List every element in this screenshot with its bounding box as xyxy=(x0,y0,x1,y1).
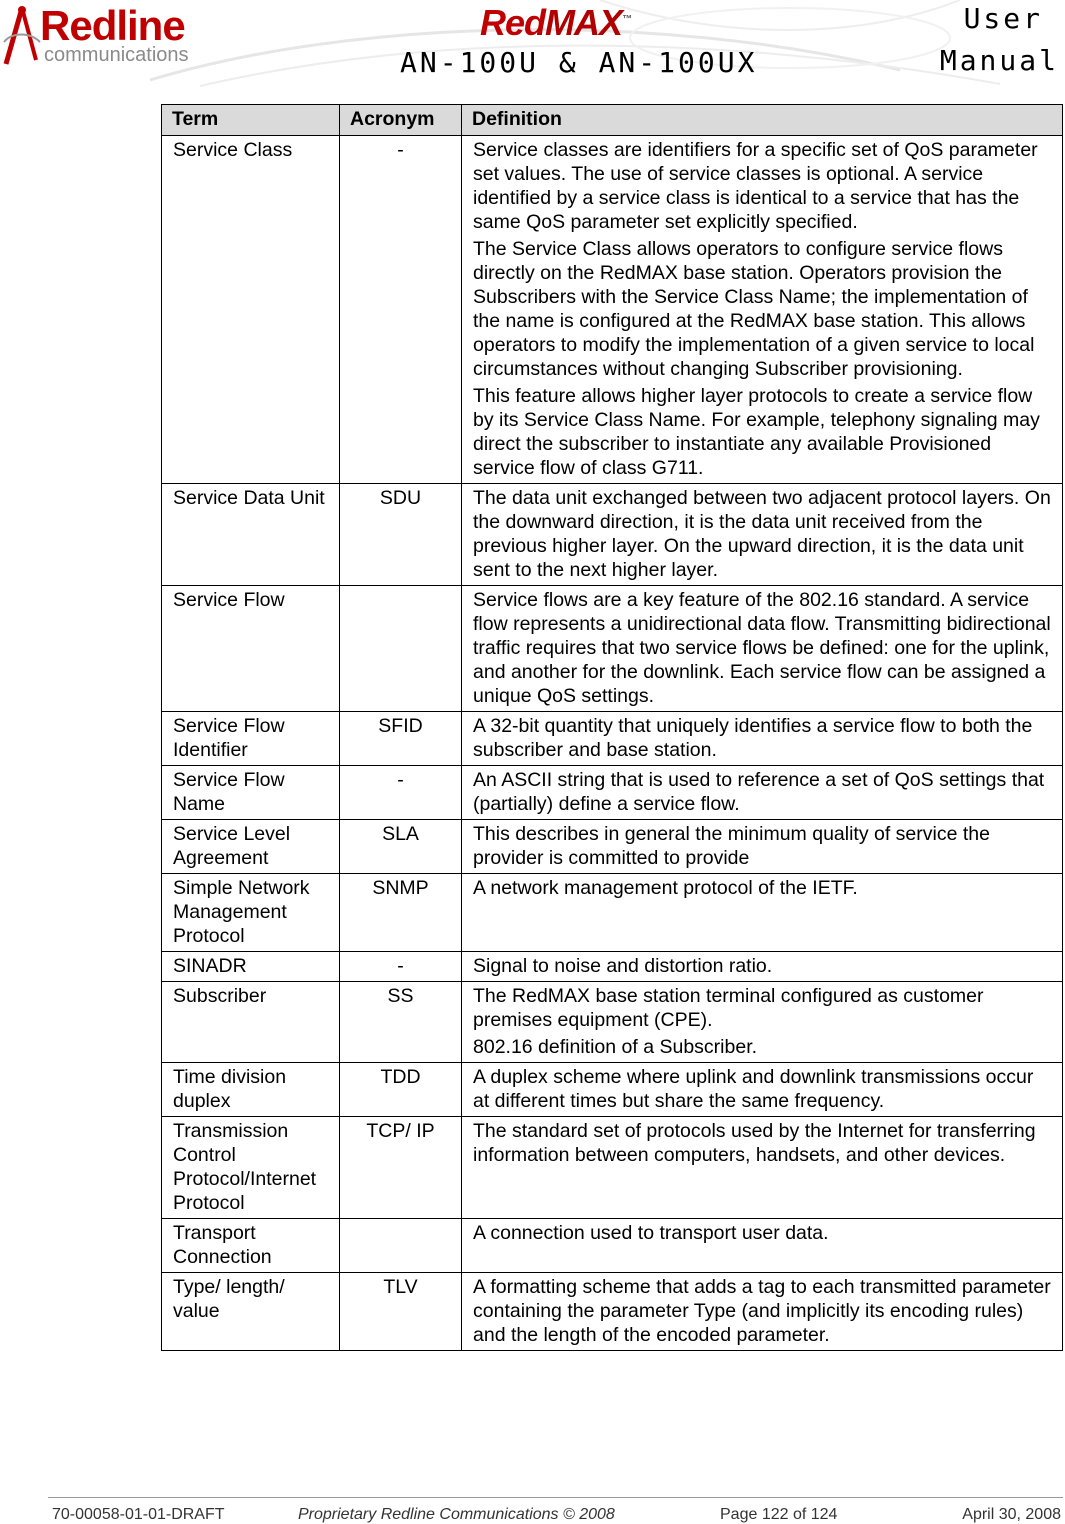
definition-cell xyxy=(462,712,1063,766)
table-row xyxy=(162,874,1063,952)
manual-label-line2: Manual xyxy=(939,44,1059,77)
table-row xyxy=(162,982,1063,1063)
term-cell: Simple Network Management Protocol xyxy=(162,874,340,952)
definition-paragraph: The standard set of protocols used by the Internet for transferring information between computers, handsets, and other devices. xyxy=(473,1120,1036,1166)
table-row xyxy=(162,136,1063,484)
manual-label-line1: User xyxy=(963,2,1043,35)
table-header-row xyxy=(162,105,1063,136)
definition-paragraph: The RedMAX base station terminal configured as customer premises equipment (CPE). xyxy=(473,985,984,1031)
definition-paragraph: The data unit exchanged between two adjacent protocol layers. On the downward direction, it is the data unit received from the previous higher layer. On the upward direction, it is the data unit sent to the next higher layer. xyxy=(473,487,1051,581)
acronym-cell: SDU xyxy=(340,484,462,586)
column-header-definition: Definition xyxy=(462,105,1063,136)
footer-divider xyxy=(48,1497,1063,1498)
glossary-table xyxy=(161,104,1063,1351)
definition-paragraph: Signal to noise and distortion ratio. xyxy=(473,955,773,977)
acronym-cell: SS xyxy=(340,982,462,1063)
definition-cell xyxy=(462,1117,1063,1219)
brand-red: Red xyxy=(480,2,546,43)
definition-paragraph: This describes in general the minimum quality of service the provider is committed to provide xyxy=(473,823,990,869)
definition-cell xyxy=(462,586,1063,712)
definition-cell xyxy=(462,766,1063,820)
definition-paragraph: A 32-bit quantity that uniquely identifies a service flow to both the subscriber and base station. xyxy=(473,715,1033,761)
term-cell: Service Flow xyxy=(162,586,340,712)
brand-trademark: ™ xyxy=(622,14,632,25)
redmax-brand xyxy=(480,2,631,44)
definition-paragraph: A duplex scheme where uplink and downlink transmissions occur at different times but share the same frequency. xyxy=(473,1066,1034,1112)
table-row xyxy=(162,1117,1063,1219)
definition-paragraph: A network management protocol of the IETF. xyxy=(473,877,858,899)
definition-cell xyxy=(462,1063,1063,1117)
term-cell: Service Level Agreement xyxy=(162,820,340,874)
term-cell: SINADR xyxy=(162,952,340,982)
definition-cell xyxy=(462,1219,1063,1273)
term-cell: Transport Connection xyxy=(162,1219,340,1273)
definition-paragraph: Service classes are identifiers for a specific set of QoS parameter set values. The use of service classes is optional. A service identified by a service class is identical to a service that has the same QoS parameter set explicitly specified. xyxy=(473,139,1038,233)
logo-text: Redline xyxy=(40,2,185,49)
redline-logo xyxy=(0,0,215,80)
acronym-cell: - xyxy=(340,766,462,820)
definition-paragraph: This feature allows higher layer protocols to create a service flow by its Service Class Name. For example, telephony signaling may direct the subscriber to instantiate any available Provisioned service flow of class G711. xyxy=(473,385,1040,479)
definition-paragraph: An ASCII string that is used to reference a set of QoS settings that (partially) define a service flow. xyxy=(473,769,1045,815)
column-header-acronym: Acronym xyxy=(340,105,462,136)
definition-cell xyxy=(462,484,1063,586)
table-row xyxy=(162,952,1063,982)
definition-paragraph: Service flows are a key feature of the 802.16 standard. A service flow represents a unidirectional data flow. Transmitting bidirectional traffic requires that two service flows be defined: one for the uplink, and another for the downlink. Each service flow can be assigned a unique QoS settings. xyxy=(473,589,1051,707)
table-row xyxy=(162,712,1063,766)
term-cell: Type/ length/ value xyxy=(162,1273,340,1351)
footer-date: April 30, 2008 xyxy=(962,1506,1061,1523)
acronym-cell xyxy=(340,1219,462,1273)
term-cell: Service Flow Identifier xyxy=(162,712,340,766)
definition-paragraph: 802.16 definition of a Subscriber. xyxy=(473,1036,758,1058)
definition-paragraph: A connection used to transport user data. xyxy=(473,1222,829,1244)
acronym-cell: - xyxy=(340,136,462,484)
redline-logo-mark-icon xyxy=(2,2,42,72)
logo-subtext: communications xyxy=(44,44,189,66)
term-cell: Transmission Control Protocol/Internet Protocol xyxy=(162,1117,340,1219)
definition-cell xyxy=(462,874,1063,952)
term-cell: Service Class xyxy=(162,136,340,484)
term-cell: Service Data Unit xyxy=(162,484,340,586)
document-title: AN-100U & AN-100UX xyxy=(400,46,758,79)
definition-cell xyxy=(462,136,1063,484)
definition-cell xyxy=(462,982,1063,1063)
glossary-body xyxy=(162,136,1063,1351)
definition-paragraph: A formatting scheme that adds a tag to each transmitted parameter containing the parameter Type (and implicitly its encoding rules) and the length of the encoded parameter. xyxy=(473,1276,1051,1346)
table-row xyxy=(162,484,1063,586)
definition-cell xyxy=(462,820,1063,874)
acronym-cell: SNMP xyxy=(340,874,462,952)
table-row xyxy=(162,766,1063,820)
definition-cell xyxy=(462,1273,1063,1351)
footer-doc-id: 70-00058-01-01-DRAFT xyxy=(52,1506,225,1523)
definition-cell xyxy=(462,952,1063,982)
acronym-cell: TCP/ IP xyxy=(340,1117,462,1219)
table-row xyxy=(162,1273,1063,1351)
acronym-cell: TDD xyxy=(340,1063,462,1117)
table-row xyxy=(162,586,1063,712)
footer-proprietary: Proprietary Redline Communications © 2008 xyxy=(298,1506,615,1523)
term-cell: Time division duplex xyxy=(162,1063,340,1117)
brand-max: MAX xyxy=(545,2,623,43)
term-cell: Subscriber xyxy=(162,982,340,1063)
acronym-cell: SFID xyxy=(340,712,462,766)
acronym-cell: - xyxy=(340,952,462,982)
column-header-term: Term xyxy=(162,105,340,136)
table-row xyxy=(162,1219,1063,1273)
page-header xyxy=(0,0,1065,88)
acronym-cell xyxy=(340,586,462,712)
acronym-cell: TLV xyxy=(340,1273,462,1351)
definition-paragraph: The Service Class allows operators to configure service flows directly on the RedMAX base station. Operators provision the Subscribers with the Service Class Name; the implementation of the name is configured at the RedMAX base station. This allows operators to modify the implementation of a given service to local circumstances without changing Subscriber provisioning. xyxy=(473,238,1035,380)
term-cell: Service Flow Name xyxy=(162,766,340,820)
table-row xyxy=(162,820,1063,874)
acronym-cell: SLA xyxy=(340,820,462,874)
footer-page-number: Page 122 of 124 xyxy=(720,1506,838,1523)
table-row xyxy=(162,1063,1063,1117)
